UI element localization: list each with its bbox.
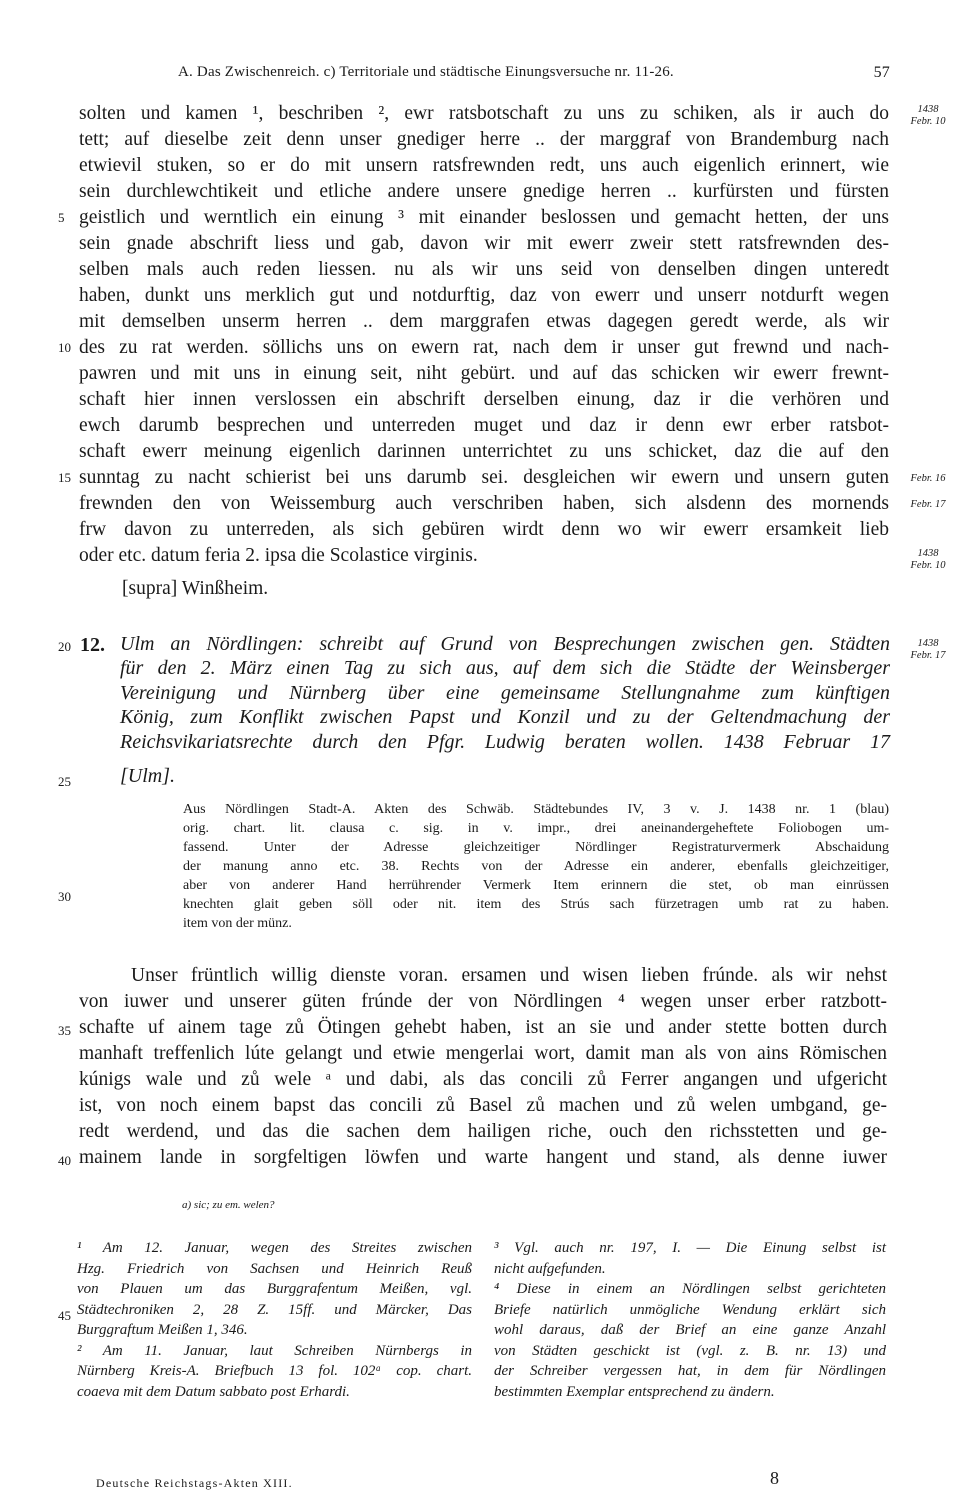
text-line: redt werdend, und das die sachen dem hailigen riche, ouch den richsstetten und ge- <box>79 1121 887 1142</box>
line-number: 5 <box>58 210 65 225</box>
text-line: ist, von noch einem bapst das concili zů Basel zů machen und zů welen umbgand, ge- <box>79 1095 887 1116</box>
headline-line: Vereinigung und Nürnberg über eine gemeinsame Stellungnahme zum künftigen <box>120 682 890 704</box>
text-line: Unser früntlich willig dienste voran. ersamen und wisen lieben frúnde. als wir nehst <box>131 965 887 986</box>
footnote-line: ² Am 11. Januar, laut Schreiben Nürnbergs in <box>77 1342 472 1359</box>
source-line: aber von anderer Hand herrührender Vermerk Item erinnern die stet, ob man einrüssen <box>183 878 889 893</box>
text-line: sein gnade abschrift liess und gab, davon wir mit ewerr zweir stett ratsfrewnden des- <box>79 233 889 254</box>
text-line: kúnigs wale und zů wele ᵃ und dabi, als das concili zů Ferrer angangen und ufgericht <box>79 1069 887 1090</box>
line-number: 40 <box>58 1153 71 1168</box>
footnote-line: Städtechroniken 2, 28 Z. 15ff. und Märcker, Das <box>77 1301 472 1318</box>
line-number: 10 <box>58 340 71 355</box>
margin-date: Febr. 17 <box>910 499 946 510</box>
footnote-line: Hzg. Friedrich von Sachsen und Heinrich Reuß <box>77 1260 472 1277</box>
text-line: des zu rat werden. söllichs uns on ewern rat, nach dem ir unser gut frewnd und nach- <box>79 337 889 358</box>
line-number: 35 <box>58 1023 71 1038</box>
line-number: 30 <box>58 889 71 904</box>
headline-line: Reichsvikariatsrechte durch den Pfgr. Ludwig beraten wollen. 1438 Februar 17 <box>120 731 890 753</box>
footnote-line: bestimmten Exemplar entsprechend zu ändern. <box>494 1383 775 1400</box>
source-line: der manung anno etc. 38. Rechts von der Adresse ein anderer, ebenfalls gleichzeitiger, <box>183 859 889 874</box>
text-line: manhaft treffenlich lúte gelangt und etwie mengerlai wort, damit man als von ains Römischen <box>79 1043 887 1064</box>
text-line: frewnden den von Weissemburg auch verschriben haben, sich alsdenn des mornends <box>79 493 889 514</box>
margin-date: 1438 Febr. 17 <box>910 638 946 661</box>
margin-date: Febr. 16 <box>910 473 946 484</box>
text-line: ewch darumb besprechen und unterreden muget und daz ir denn ewr erber ratsbot- <box>79 415 889 436</box>
footnote-line: wohl daraus, daß der Brief an eine ganze Anzahl <box>494 1322 886 1338</box>
running-title: A. Das Zwischenreich. c) Territoriale und städtische Einungsversuche nr. 11-26. <box>178 64 674 80</box>
footnote-line: von Plauen um das Burggrafentum Meißen, vgl. <box>77 1281 472 1297</box>
textual-footnote: a) sic; zu em. welen? <box>182 1199 275 1211</box>
margin-date: 1438 Febr. 10 <box>910 548 946 571</box>
footnote-line: Burggraftum Meißen 1, 346. <box>77 1322 248 1338</box>
footnote-line: nicht aufgefunden. <box>494 1260 606 1277</box>
text-line: schaft hier innen verslossen ein abschrift derselben einung, daz ir die verhören und <box>79 389 889 410</box>
headline-line: für den 2. März einen Tag zu sich aus, auf dem sich die Städte der Weinsberger <box>120 657 890 679</box>
text-line: tett; auf dieselbe zeit denn unser gnediger herre .. der marggraf von Brandemburg nach <box>79 129 889 150</box>
headline-line: [Ulm]. <box>120 765 176 787</box>
footnotes-right <box>494 1238 886 1402</box>
footnote-line: coaeva mit dem Datum sabbato post Erhardi. <box>77 1383 350 1400</box>
footnote-line: ¹ Am 12. Januar, wegen des Streites zwischen <box>77 1240 472 1256</box>
margin-date: 1438 Febr. 10 <box>910 104 946 127</box>
source-line: knechten glait geben söll oder nit. item des Strús sach fürzetragen umb rat zu haben. <box>183 897 889 912</box>
page-number: 57 <box>873 64 890 81</box>
signature-mark: 8 <box>770 1468 779 1488</box>
source-line: Aus Nördlingen Stadt-A. Akten des Schwäb. Städtebundes IV, 3 v. J. 1438 nr. 1 (blau) <box>183 802 889 817</box>
line-number: 25 <box>58 774 71 789</box>
footnote-line: ³ Vgl. auch nr. 197, I. — Die Einung selbst ist <box>494 1240 886 1256</box>
text-line: schafte uf ainem tage zů Ötingen gehebt haben, ist an sie und ander stette botten durch <box>79 1017 887 1038</box>
source-line: orig. chart. lit. clausa c. sig. in v. impr., drei aneinandergeheftete Foliobogen um- <box>183 821 889 836</box>
source-line: item von der münz. <box>183 916 292 931</box>
text-line: mit demselben unserm herren .. dem marggrafen etwas dagegen geredt werde, als wir <box>79 311 889 332</box>
text-line: selben mals auch reden liessen. nu als wir uns seid von denselben dingen unteredt <box>79 259 889 280</box>
footnotes-left <box>77 1238 472 1402</box>
text-line: geistlich und werntlich ein einung ³ mit einander beslossen und gemacht hetten, der uns <box>79 207 889 228</box>
signature-line: [supra] Winßheim. <box>122 578 269 599</box>
running-header <box>178 64 890 81</box>
text-line: von iuwer und unserer güten frúnde der von Nördlingen ⁴ wegen unser erber ratzbott- <box>79 991 887 1012</box>
footnote-line: ⁴ Diese in einem an Nördlingen selbst gerichteten <box>494 1281 886 1297</box>
line-number: 20 <box>58 639 71 654</box>
line-number: 15 <box>58 470 71 485</box>
footnote-line: Nürnberg Kreis-A. Briefbuch 13 fol. 102ᵃ cop. chart. <box>77 1363 472 1379</box>
document-number: 12. <box>80 634 105 656</box>
text-line: etwievil stuken, so er do mit unsern ratsfrewnden redt, uns auch eigenlich erinnert, wie <box>79 155 889 176</box>
footnote-line: der Schreiber vergessen hat, in dem für Nördlingen <box>494 1363 886 1379</box>
text-line: schaft ewerr meinung eigenlich darinnen unterrichtet zu uns schicket, daz die auf den <box>79 441 889 462</box>
text-line: solten und kamen ¹, beschriben ², ewr ratsbotschaft zu uns zu schiken, als ir auch do <box>79 103 889 124</box>
footnote-line: von Städten geschickt ist (vgl. z. B. nr. 13) und <box>494 1342 886 1359</box>
text-line: pawren und mit uns in einung seit, niht gebürt. und auf das schicken wir ewerr frewnt- <box>79 363 889 384</box>
line-number: 45 <box>58 1308 71 1323</box>
text-line: sein durchlewchtikeit und etliche andere unsere gnedige herren .. kurfürsten und fürsten <box>79 181 889 202</box>
headline-line: König, zum Konflikt zwischen Papst und Konzil und zu der Geltendmachung der <box>120 706 890 728</box>
series-title: Deutsche Reichstags-Akten XIII. <box>96 1476 293 1490</box>
text-line: oder etc. datum feria 2. ipsa die Scolastice virginis. <box>79 545 478 566</box>
text-line: haben, dunkt uns merklich gut und notdurftig, daz von ewerr und unserr notdurft wegen <box>79 285 889 306</box>
text-line: mainem lande in sorgfeltigen löwfen und warte hangent und stand, als denne iuwer <box>79 1147 887 1168</box>
headline-line: Ulm an Nördlingen: schreibt auf Grund von Besprechungen zwischen gen. Städten <box>120 633 890 655</box>
source-line: fassend. Unter der Adresse gleichzeitiger Nördlinger Registraturvermerk Abschaidung <box>183 840 889 855</box>
footnote-line: Briefe natürlich unmögliche Wendung erklärt sich <box>494 1301 886 1318</box>
text-line: frw davon zu unterreden, als sich gebüren wirdt denn wo wir ewerr ersamkeit lieb <box>79 519 889 540</box>
text-line: sunntag zu nacht schierist bei uns darumb sei. desgleichen wir ewern und unsern guten <box>79 467 889 488</box>
